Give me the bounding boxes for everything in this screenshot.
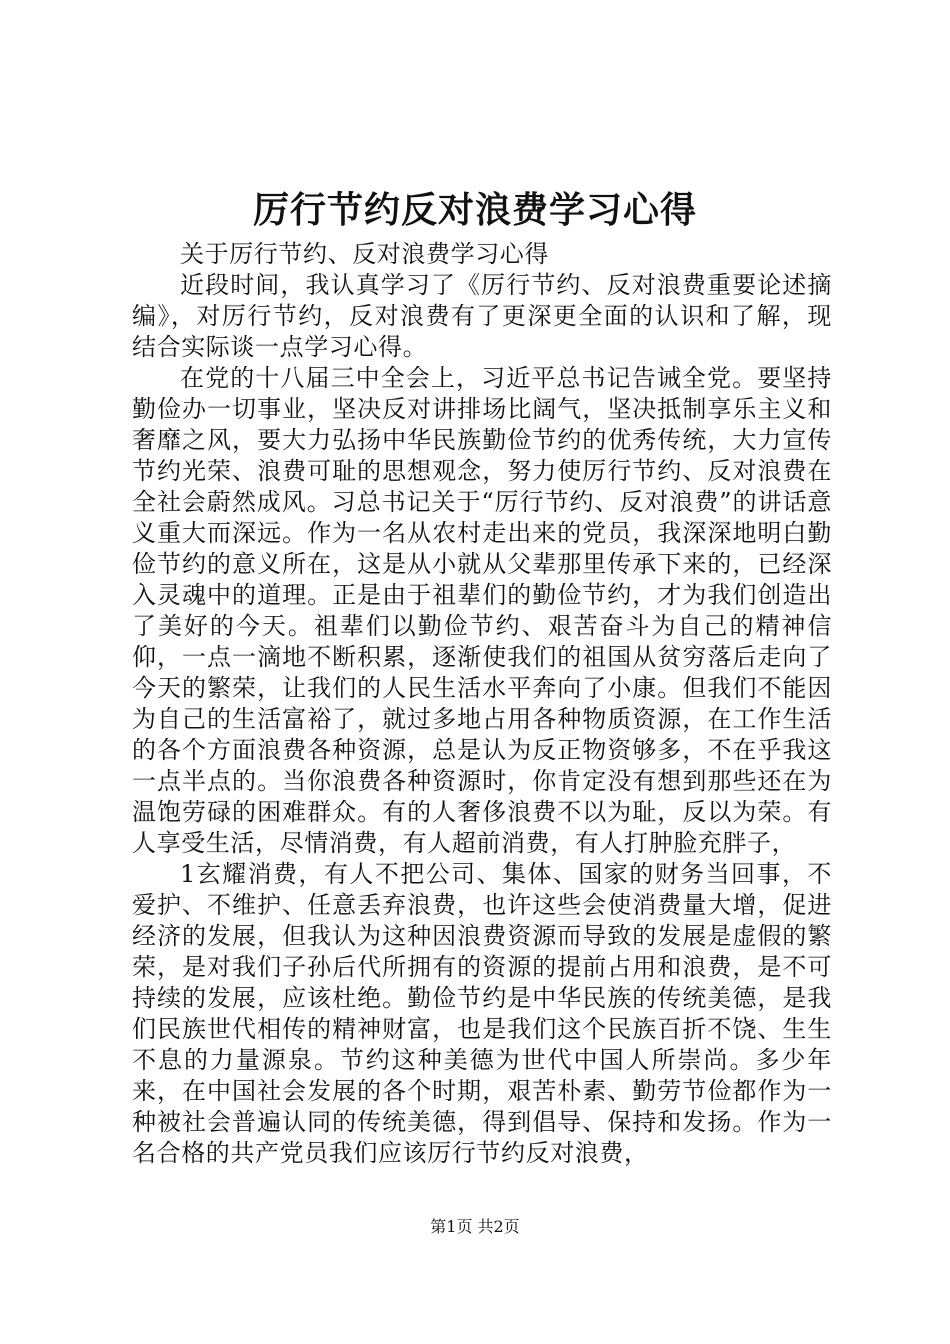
paragraph-intro: 近段时间，我认真学习了《厉行节约、反对浪费重要论述摘编》，对厉行节约，反对浪费有了更深更全面的认识和了解，现结合实际谈一点学习心得。 bbox=[132, 271, 832, 361]
paragraph-continued: 1玄耀消费，有人不把公司、集体、国家的财务当回事，不爱护、不维护、任意丢弃浪费，也许这些会使消费量大增，促进经济的发展，但我认为这种因浪费资源而导致的发展是虚假的繁荣，是对我们子孙后代所拥有的资源的提前占用和浪费，是不可持续的发展，应该杜绝。勤俭节约是中华民族的传统美德，是我们民族世代相传的精神财富，也是我们这个民族百折不饶、生生不息的力量源泉。节约这种美德为世代中国人所崇尚。多少年来，在中国社会发展的各个时期，艰苦朴素、勤劳节俭都作为一种被社会普遍认同的传统美德，得到倡导、保持和发扬。作为一名合格的共产党员我们应该厉行节约反对浪费， bbox=[132, 860, 832, 1167]
paragraph-main: 在党的十八届三中全会上，习近平总书记告诫全党。要坚持勤俭办一切事业，坚决反对讲排场比阔气，坚决抵制享乐主义和奢靡之风，要大力弘扬中华民族勤俭节约的优秀传统，大力宣传节约光荣、浪费可耻的思想观念，努力使厉行节约、反对浪费在全社会蔚然成风。习总书记关于“厉行节约、反对浪费”的讲话意义重大而深远。作为一名从农村走出来的党员，我深深地明白勤俭节约的意义所在，这是从小就从父辈那里传承下来的，已经深入灵魂中的道理。正是由于祖辈们的勤俭节约，才为我们创造出了美好的今天。祖辈们以勤俭节约、艰苦奋斗为自己的精神信仰，一点一滴地不断积累，逐渐使我们的祖国从贫穷落后走向了今天的繁荣，让我们的人民生活水平奔向了小康。但我们不能因为自己的生活富裕了，就过多地占用各种物质资源，在工作生活的各个方面浪费各种资源，总是认为反正物资够多，不在乎我这一点半点的。当你浪费各种资源时，你肯定没有想到那些还在为温饱劳碌的困难群众。有的人奢侈浪费不以为耻，反以为荣。有人享受生活，尽情消费，有人超前消费，有人打肿脸充胖子， bbox=[132, 364, 832, 857]
paragraph-heading: 关于厉行节约、反对浪费学习心得 bbox=[180, 240, 549, 268]
document-body bbox=[132, 239, 832, 1169]
document-title: 厉行节约反对浪费学习心得 bbox=[252, 189, 697, 231]
page-footer: 第1页 共2页 bbox=[430, 1217, 520, 1236]
